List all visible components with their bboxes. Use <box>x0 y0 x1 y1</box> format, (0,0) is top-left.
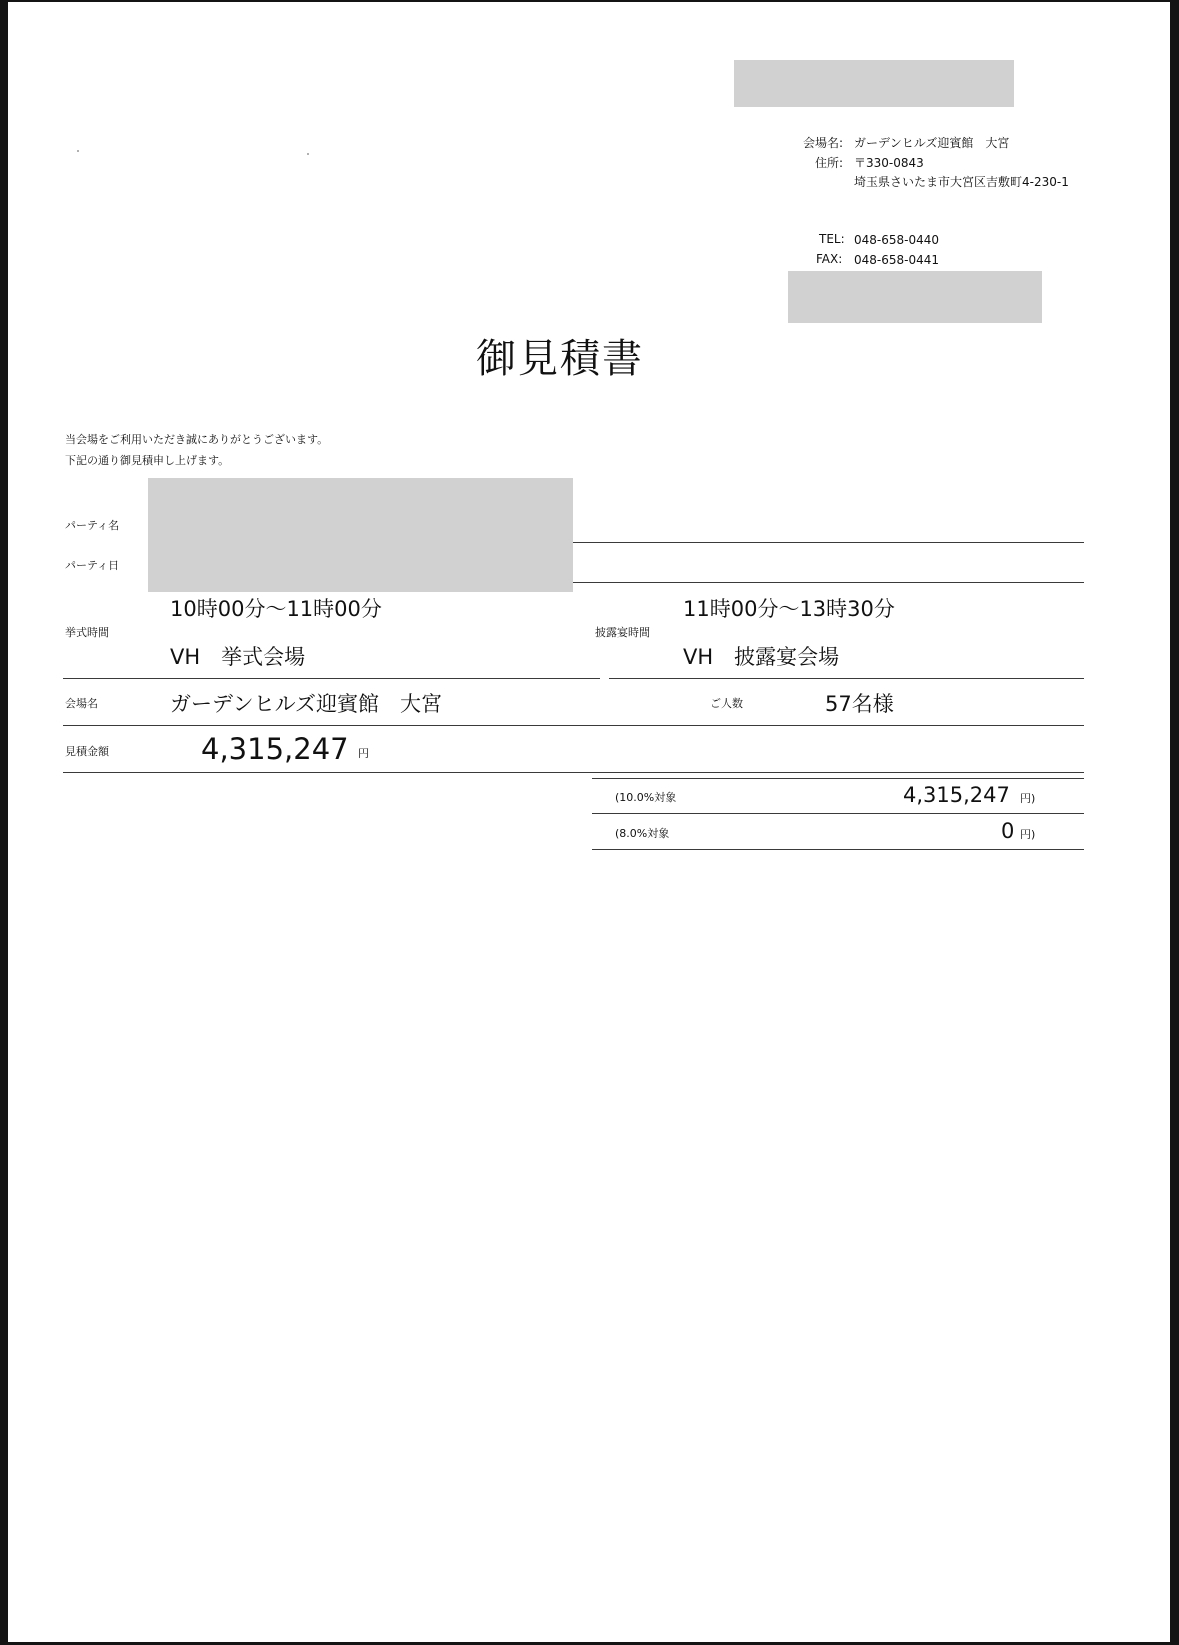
redacted-party-info <box>148 478 573 592</box>
divider-ceremony <box>63 678 600 679</box>
amount-unit: 円 <box>358 747 369 760</box>
fax-label: FAX: <box>816 252 843 266</box>
tax-10-unit: 円) <box>1020 792 1036 805</box>
tel-label: TEL: <box>819 232 845 246</box>
venue-name: ガーデンヒルズ迎賓館 大宮 <box>854 136 1010 150</box>
divider-party-name <box>573 542 1084 543</box>
reception-time: 11時00分〜13時30分 <box>683 597 895 621</box>
divider-tax-top <box>592 778 1084 779</box>
party-name-label: パーティ名 <box>65 519 120 532</box>
postal-code: 〒330-0843 <box>854 156 924 170</box>
tax-10-value: 4,315,247 <box>903 783 1010 807</box>
ceremony-time: 10時00分〜11時00分 <box>170 597 382 621</box>
redacted-block-stamp <box>788 271 1042 323</box>
divider-reception <box>609 678 1084 679</box>
venue-label: 会場名 <box>65 697 98 710</box>
guests-label: ご人数 <box>710 697 743 710</box>
document-title: 御見積書 <box>476 336 644 382</box>
greeting-line-2: 下記の通り御見積申し上げます。 <box>65 454 230 467</box>
tax-8-value: 0 <box>1001 819 1015 843</box>
ceremony-place: VH 挙式会場 <box>170 645 306 669</box>
divider-tax-10 <box>592 813 1084 814</box>
guests-value: 57名様 <box>825 692 894 716</box>
amount-label: 見積金額 <box>65 745 109 758</box>
reception-place: VH 披露宴会場 <box>683 645 840 669</box>
venue-value: ガーデンヒルズ迎賓館 大宮 <box>170 692 442 716</box>
tax-10-label: (10.0%対象 <box>615 791 677 804</box>
scan-speck <box>307 153 309 155</box>
divider-tax-8 <box>592 849 1084 850</box>
divider-venue <box>63 725 1084 726</box>
redacted-block-top <box>734 60 1014 107</box>
document-page <box>8 2 1170 1642</box>
divider-amount <box>63 772 1084 773</box>
greeting-line-1: 当会場をご利用いただき誠にありがとうございます。 <box>65 433 329 446</box>
fax-number: 048-658-0441 <box>854 253 940 267</box>
reception-time-label: 披露宴時間 <box>595 626 650 639</box>
ceremony-time-label: 挙式時間 <box>65 626 109 639</box>
divider-party-date <box>573 582 1084 583</box>
party-date-label: パーティ日 <box>65 559 120 572</box>
tax-8-label: (8.0%対象 <box>615 827 670 840</box>
address-label: 住所: <box>815 156 844 170</box>
tel-number: 048-658-0440 <box>854 233 940 247</box>
amount-value: 4,315,247 <box>201 732 349 766</box>
scan-speck <box>77 150 79 152</box>
address: 埼玉県さいたま市大宮区吉敷町4-230-1 <box>854 175 1069 189</box>
tax-8-unit: 円) <box>1020 828 1036 841</box>
venue-name-label: 会場名: <box>803 136 844 150</box>
